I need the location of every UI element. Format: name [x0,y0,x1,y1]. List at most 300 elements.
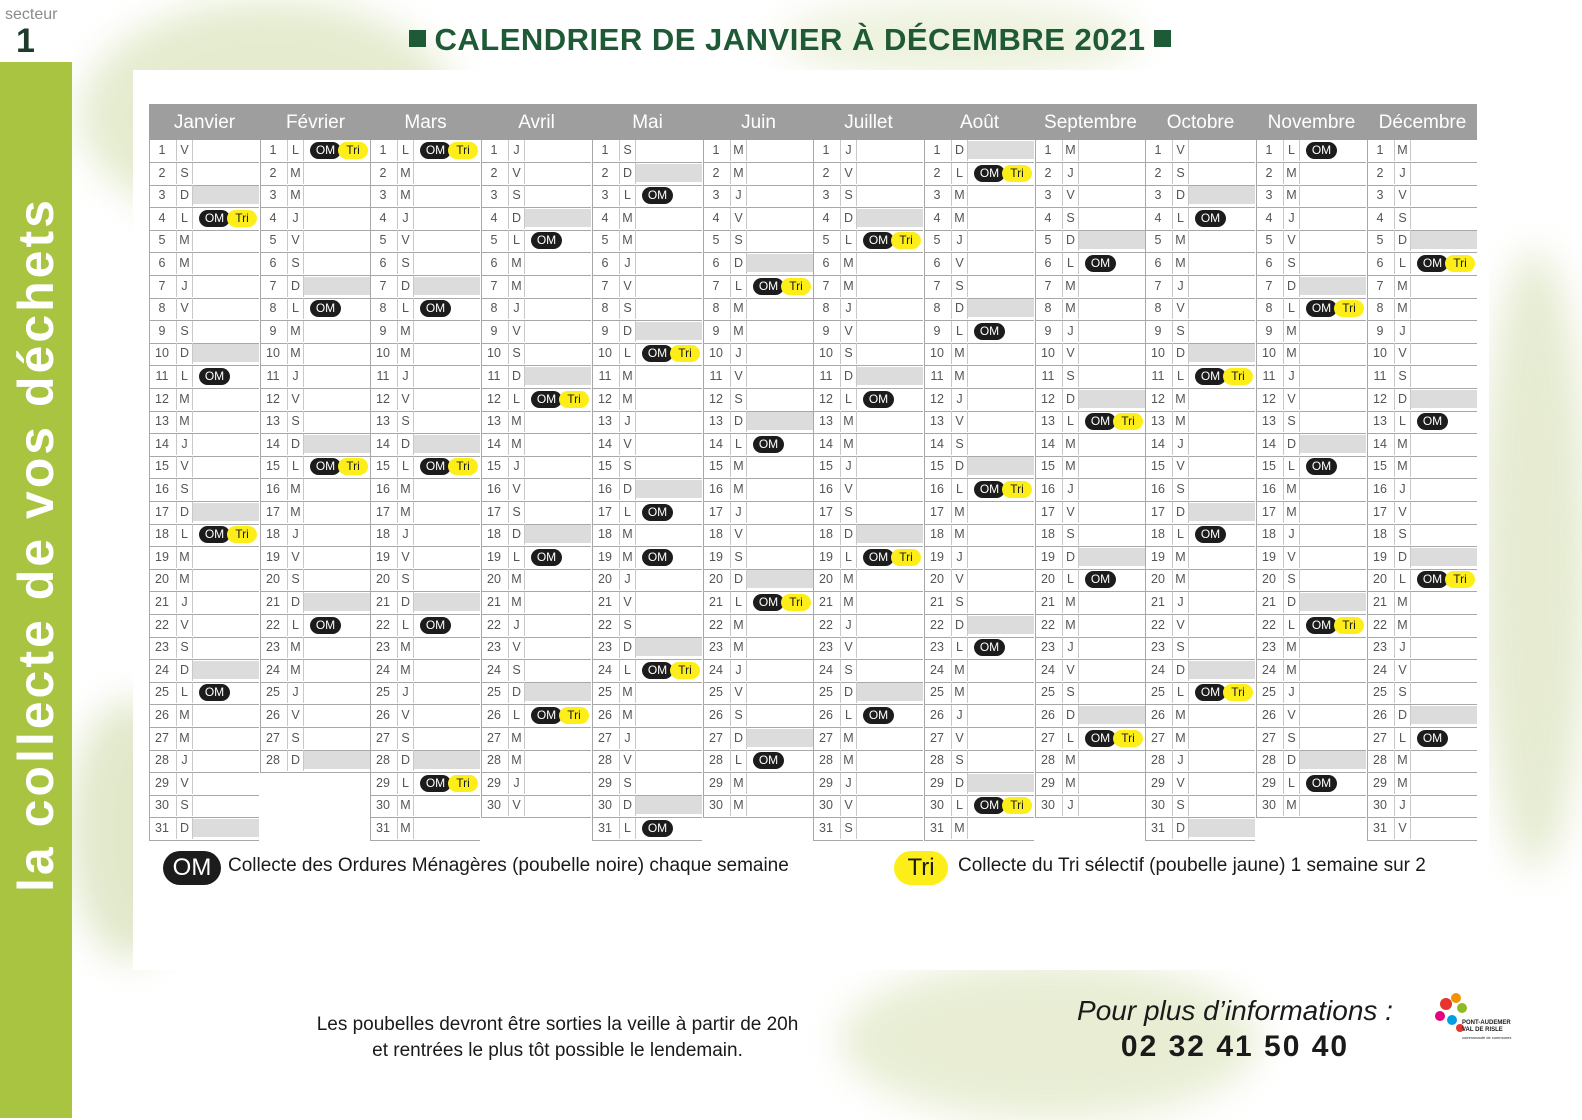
day-letter: M [508,411,525,432]
om-badge: OM [1306,775,1337,792]
day-cell [304,480,370,498]
day-letter: L [287,456,304,477]
day-row [1256,750,1366,773]
day-number: 15 [709,459,723,473]
day-letter: L [397,298,414,319]
day-row [813,298,923,321]
day-cell [1079,796,1145,814]
day-number: 20 [1151,572,1165,586]
day-cell [636,751,702,769]
day-number: 11 [930,369,944,383]
om-badge: OM [642,549,673,566]
day-row [1367,343,1477,366]
day-cell [525,164,591,182]
day-cell [193,457,259,475]
day-cell [1411,570,1477,588]
day-cell [968,141,1034,159]
day-row [1035,637,1145,660]
day-row [1145,411,1255,434]
day-letter: J [951,389,968,410]
day-cell [857,186,923,204]
day-cell [304,412,370,430]
day-row [1035,140,1145,163]
day-cell [304,141,370,159]
day-number: 24 [376,663,390,677]
day-number: 1 [158,143,166,157]
day-number: 26 [819,708,833,722]
day-row [149,547,259,570]
day-cell [193,367,259,385]
day-cell [968,186,1034,204]
day-letter: L [840,705,857,726]
day-letter: L [287,140,304,161]
day-letter: S [1172,321,1189,342]
day-number: 23 [487,640,501,654]
day-number: 22 [1262,618,1276,632]
day-row [1367,230,1477,253]
day-cell [636,186,702,204]
day-number: 3 [1376,188,1384,202]
day-number: 3 [712,188,720,202]
day-letter: V [508,163,525,184]
day-cell [414,819,480,837]
day-number: 8 [933,301,941,315]
day-letter: L [619,343,636,364]
day-row [260,728,370,751]
day-letter: L [176,366,193,387]
day-row [149,750,259,773]
day-number: 30 [1151,798,1165,812]
day-number: 20 [819,572,833,586]
day-letter: J [397,208,414,229]
day-cell [525,706,591,724]
om-badge: OM [974,323,1005,340]
day-cell [414,277,480,295]
day-row [1256,276,1366,299]
day-letter: J [951,230,968,251]
day-letter: J [1062,479,1079,500]
day-cell [1189,209,1255,227]
day-number: 30 [487,798,501,812]
day-cell [304,616,370,634]
day-number: 9 [712,324,720,338]
day-number: 18 [487,527,501,541]
day-letter: M [951,660,968,681]
day-cell [1079,638,1145,656]
day-letter: V [397,230,414,251]
day-letter: D [1283,750,1300,771]
day-letter: J [1172,750,1189,771]
om-legend-text: Collecte des Ordures Ménagères (poubelle noire) chaque semaine [228,855,789,876]
day-letter: D [1283,276,1300,297]
day-letter: M [1283,343,1300,364]
day-number: 25 [709,685,723,699]
day-row [1035,502,1145,525]
day-number: 22 [266,618,280,632]
day-row [370,569,480,592]
day-number: 5 [1154,233,1162,247]
day-cell [968,277,1034,295]
day-number: 15 [487,459,501,473]
day-cell [1079,277,1145,295]
day-cell [304,661,370,679]
day-row [1256,140,1366,163]
day-letter: J [951,705,968,726]
day-cell [1079,706,1145,724]
day-row [370,298,480,321]
day-number: 9 [158,324,166,338]
column-divider [703,140,704,818]
day-cell [193,322,259,340]
day-letter: D [1172,185,1189,206]
day-letter: S [176,321,193,342]
day-number: 20 [709,572,723,586]
day-number: 7 [1265,279,1273,293]
day-letter: S [1062,366,1079,387]
day-number: 29 [1151,776,1165,790]
day-letter: V [176,140,193,161]
day-row [260,637,370,660]
day-cell [1079,299,1145,317]
day-letter: J [287,524,304,545]
day-row [924,230,1034,253]
day-number: 8 [1044,301,1052,315]
day-row [813,773,923,796]
day-letter: J [840,140,857,161]
day-cell [1079,616,1145,634]
day-row [1145,253,1255,276]
day-cell [525,254,591,272]
day-row [703,343,813,366]
day-cell [747,299,813,317]
column-divider [813,140,814,841]
day-cell [1300,435,1366,453]
day-row [813,637,923,660]
day-row [1256,569,1366,592]
day-letter: V [1172,615,1189,636]
day-row [1145,705,1255,728]
day-number: 18 [1373,527,1387,541]
day-cell [1300,774,1366,792]
day-row [592,140,702,163]
day-cell [414,344,480,362]
day-cell [414,299,480,317]
day-cell [636,548,702,566]
day-number: 29 [598,776,612,790]
day-row [703,434,813,457]
day-cell [1411,729,1477,747]
day-letter: M [951,818,968,839]
day-cell [857,683,923,701]
day-cell [636,525,702,543]
day-cell [1300,390,1366,408]
day-letter: M [397,343,414,364]
om-badge: OM [310,300,341,317]
om-badge: OM [1417,413,1448,430]
day-number: 28 [709,753,723,767]
day-letter: L [1394,569,1411,590]
day-letter: D [730,728,747,749]
day-row [1145,163,1255,186]
day-letter: J [1172,434,1189,455]
day-number: 12 [266,392,280,406]
day-letter: J [508,456,525,477]
day-row [924,185,1034,208]
day-row [1367,140,1477,163]
day-number: 11 [598,369,612,383]
day-cell [1411,616,1477,634]
om-badge: OM [753,436,784,453]
day-number: 7 [1044,279,1052,293]
day-letter: M [397,321,414,342]
day-letter: S [1283,253,1300,274]
day-cell [525,570,591,588]
day-letter: L [840,230,857,251]
day-row [592,479,702,502]
day-cell [968,706,1034,724]
day-row [1145,818,1255,841]
day-row [813,705,923,728]
day-cell [1411,819,1477,837]
day-cell [857,503,923,521]
om-badge: OM [199,368,230,385]
day-row [1035,366,1145,389]
day-cell [1300,570,1366,588]
day-number: 29 [376,776,390,790]
day-letter: V [730,366,747,387]
day-row [703,750,813,773]
day-row [813,547,923,570]
day-number: 19 [709,550,723,564]
day-number: 4 [1265,211,1273,225]
day-letter: S [619,140,636,161]
day-letter: V [1062,185,1079,206]
day-cell [304,277,370,295]
day-letter: V [840,479,857,500]
day-number: 15 [266,459,280,473]
om-badge: OM [420,142,451,159]
day-row [813,795,923,818]
day-number: 1 [1154,143,1162,157]
day-letter: M [1062,298,1079,319]
day-row [1035,411,1145,434]
day-number: 14 [1262,437,1276,451]
day-cell [193,570,259,588]
day-letter: M [730,773,747,794]
day-letter: M [619,389,636,410]
day-number: 20 [930,572,944,586]
logo-line-1: PONT-AUDEMER [1462,1020,1511,1026]
day-number: 5 [601,233,609,247]
day-cell [968,209,1034,227]
day-number: 26 [709,708,723,722]
day-row [924,343,1034,366]
day-row [1367,524,1477,547]
sector-box [0,0,72,62]
day-number: 1 [1376,143,1384,157]
day-row [703,524,813,547]
day-row [1145,795,1255,818]
day-cell [1189,367,1255,385]
day-row [1367,321,1477,344]
day-cell [636,367,702,385]
day-letter: M [397,660,414,681]
day-row [1367,298,1477,321]
day-letter: L [1394,253,1411,274]
day-number: 11 [155,369,169,383]
day-letter: J [619,569,636,590]
day-cell [525,209,591,227]
day-letter: S [1394,208,1411,229]
day-row [1145,547,1255,570]
day-row [813,728,923,751]
day-row [703,321,813,344]
day-cell [414,683,480,701]
day-row [481,502,591,525]
day-letter: L [1062,569,1079,590]
day-number: 18 [1262,527,1276,541]
day-number: 7 [158,279,166,293]
day-cell [525,435,591,453]
day-number: 18 [376,527,390,541]
day-letter: L [1062,253,1079,274]
day-letter: M [1062,456,1079,477]
day-number: 12 [1151,392,1165,406]
day-row [370,253,480,276]
day-cell [304,390,370,408]
column-divider [260,140,261,773]
day-row [481,569,591,592]
day-letter: S [840,343,857,364]
day-cell [968,616,1034,634]
day-letter: L [176,682,193,703]
day-row [370,389,480,412]
day-letter: S [176,795,193,816]
om-badge: OM [863,391,894,408]
day-number: 13 [1373,414,1387,428]
day-number: 27 [1151,731,1165,745]
day-number: 23 [1041,640,1055,654]
day-letter: M [730,163,747,184]
day-row [924,705,1034,728]
month-header: Janvier [173,112,236,133]
day-number: 24 [819,663,833,677]
day-cell [636,796,702,814]
day-row [703,140,813,163]
day-cell [1189,819,1255,837]
day-cell [304,525,370,543]
day-cell [636,593,702,611]
tri-badge: Tri [448,775,478,792]
day-letter: V [508,795,525,816]
day-number: 19 [598,550,612,564]
day-row [1035,163,1145,186]
day-row [592,773,702,796]
day-letter: L [287,298,304,319]
day-number: 24 [1262,663,1276,677]
day-cell [1411,141,1477,159]
day-row [813,163,923,186]
day-row [924,366,1034,389]
day-letter: M [287,185,304,206]
day-letter: M [730,298,747,319]
day-row [370,750,480,773]
day-letter: V [951,728,968,749]
day-number: 16 [709,482,723,496]
day-number: 20 [1373,572,1387,586]
day-row [813,818,923,841]
day-row [149,366,259,389]
day-letter: M [1394,615,1411,636]
day-number: 30 [376,798,390,812]
day-cell [1189,570,1255,588]
day-row [260,547,370,570]
day-number: 12 [376,392,390,406]
day-row [260,479,370,502]
om-badge: OM [974,165,1005,182]
day-number: 8 [712,301,720,315]
day-cell [414,390,480,408]
day-number: 12 [155,392,169,406]
day-letter: S [508,660,525,681]
day-cell [1079,435,1145,453]
day-cell [414,164,480,182]
day-letter: D [1283,592,1300,613]
day-row [1145,569,1255,592]
day-row [1256,728,1366,751]
day-number: 20 [266,572,280,586]
day-letter: M [951,524,968,545]
month-header: Septembre [1044,112,1137,133]
day-number: 11 [1262,369,1276,383]
day-row [1256,163,1366,186]
day-number: 22 [376,618,390,632]
day-row [592,750,702,773]
day-number: 17 [376,505,390,519]
tri-badge: Tri [559,391,589,408]
day-number: 4 [269,211,277,225]
day-cell [968,299,1034,317]
day-number: 6 [712,256,720,270]
day-number: 22 [487,618,501,632]
day-row [1035,705,1145,728]
day-cell [1079,164,1145,182]
info-title: Pour plus d’informations : [1077,995,1393,1026]
day-number: 13 [487,414,501,428]
day-row [149,411,259,434]
column-divider [149,140,150,841]
om-badge: OM [199,684,230,701]
day-cell [193,796,259,814]
day-cell [1189,706,1255,724]
day-row [592,276,702,299]
day-cell [636,706,702,724]
day-letter: D [397,750,414,771]
day-row [1367,366,1477,389]
day-row [1145,343,1255,366]
day-letter: D [397,592,414,613]
day-number: 1 [712,143,720,157]
day-letter: J [840,615,857,636]
day-cell [1411,435,1477,453]
day-number: 18 [1151,527,1165,541]
day-row [481,682,591,705]
day-cell [1411,638,1477,656]
day-number: 6 [601,256,609,270]
day-row [1256,456,1366,479]
day-cell [1189,457,1255,475]
day-cell [1079,774,1145,792]
